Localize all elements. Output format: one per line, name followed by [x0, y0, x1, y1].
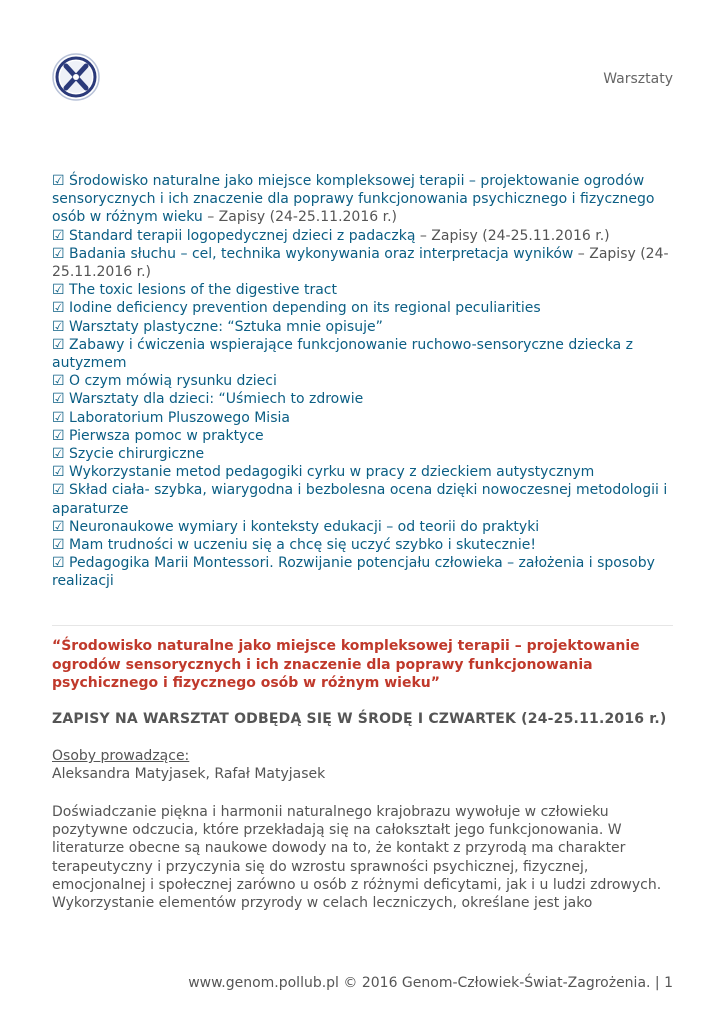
list-item [52, 227, 677, 245]
workshop-link[interactable]: Warsztaty dla dzieci: “Uśmiech to zdrowie [69, 391, 364, 408]
workshop-link[interactable]: Pedagogika Marii Montessori. Rozwijanie potencjału człowieka – założenia i sposoby realizacji [52, 555, 655, 590]
workshop-list [52, 172, 677, 591]
checkbox-icon: ☑ [52, 373, 65, 390]
description-paragraph: Doświadczanie piękna i harmonii naturalnego krajobrazu wywołuje w człowieku pozytywne odczucia, które przekładają się na całokształt jego funkcjonowania. W literaturze obecne są naukowe dowody na to, że kontakt z przyrodą ma charakter terapeutyczny i przyczynia się do wzrostu sprawności psychicznej, fizycznej, emocjonalnej i społecznej zarówno u osób z różnymi deficytami, jak i u ludzi zdrowych. Wykorzystanie elementów przyrody w celach leczniczych, określane jest jako [52, 804, 662, 912]
leaders-label: Osoby prowadzące: [52, 748, 190, 764]
checkbox-icon: ☑ [52, 427, 65, 444]
workshop-link[interactable]: O czym mówią rysunku dzieci [69, 373, 277, 390]
list-item [52, 172, 677, 227]
footer: www.genom.pollub.pl © 2016 Genom-Człowiek-Świat-Zagrożenia. | 1 [188, 975, 673, 991]
list-item [52, 518, 677, 536]
checkbox-icon: ☑ [52, 173, 65, 189]
leaders-names: Aleksandra Matyjasek, Rafał Matyjasek [52, 766, 326, 782]
workshop-link[interactable]: Neuronaukowe wymiary i konteksty edukacji – od teorii do praktyki [69, 518, 540, 535]
checkbox-icon: ☑ [52, 464, 65, 481]
list-item [52, 372, 677, 390]
checkbox-icon: ☑ [52, 282, 65, 299]
checkbox-icon: ☑ [52, 336, 65, 353]
checkbox-icon: ☑ [52, 555, 65, 572]
workshop-link[interactable]: Laboratorium Pluszowego Misia [69, 409, 290, 426]
checkbox-icon: ☑ [52, 318, 65, 335]
workshop-link[interactable]: Mam trudności w uczeniu się a chcę się uczyć szybko i skutecznie! [69, 537, 537, 554]
list-item [52, 336, 677, 372]
list-item [52, 390, 677, 408]
checkbox-icon: ☑ [52, 391, 65, 408]
checkbox-icon: ☑ [52, 518, 65, 535]
list-item [52, 299, 677, 317]
checkbox-icon: ☑ [52, 537, 65, 554]
list-item [52, 427, 677, 445]
list-item [52, 445, 677, 463]
logo [52, 53, 100, 101]
workshop-link[interactable]: Badania słuchu – cel, technika wykonywania oraz interpretacja wyników [69, 245, 574, 262]
section-title: “Środowisko naturalne jako miejsce kompleksowej terapii – projektowanie ogrodów sensorycznych i ich znaczenie dla poprawy funkcjonowania psychicznego i fizycznego osób w różnym wieku” [52, 638, 640, 691]
workshop-link[interactable]: Środowisko naturalne jako miejsce kompleksowej terapii – projektowanie ogrodów sensorycznych i ich znaczenie dla poprawy funkcjonowania psychicznego i fizycznego osób w różnym wieku [52, 173, 655, 226]
divider [52, 625, 673, 626]
list-item [52, 481, 677, 517]
list-item [52, 536, 677, 554]
checkbox-icon: ☑ [52, 446, 65, 463]
checkbox-icon: ☑ [52, 482, 65, 499]
list-item [52, 554, 677, 590]
list-item [52, 281, 677, 299]
workshop-link[interactable]: Pierwsza pomoc w praktyce [69, 427, 264, 444]
checkbox-icon: ☑ [52, 409, 65, 426]
checkbox-icon: ☑ [52, 300, 65, 317]
list-item [52, 245, 677, 281]
workshop-link[interactable]: Zabawy i ćwiczenia wspierające funkcjonowanie ruchowo-sensoryczne dziecka z autyzmem [52, 336, 634, 372]
logo-icon [52, 53, 100, 101]
signup-note: – Zapisy (24-25.11.2016 r.) [52, 245, 669, 281]
workshop-link[interactable]: Skład ciała- szybka, wiarygodna i bezbolesna ocena dzięki nowoczesnej metodologii i aparaturze [52, 482, 668, 517]
workshop-link[interactable]: Standard terapii logopedycznej dzieci z padaczką [69, 227, 416, 244]
workshop-link[interactable]: Iodine deficiency prevention depending on its regional peculiarities [69, 300, 541, 317]
header-title: Warsztaty [603, 71, 673, 87]
workshop-link[interactable]: Szycie chirurgiczne [69, 446, 205, 463]
list-item [52, 318, 677, 336]
section-subtitle: ZAPISY NA WARSZTAT ODBĘDĄ SIĘ W ŚRODĘ I CZWARTEK (24-25.11.2016 r.) [52, 711, 667, 727]
checkbox-icon: ☑ [52, 227, 65, 244]
list-item [52, 409, 677, 427]
list-item [52, 463, 677, 481]
workshop-link[interactable]: The toxic lesions of the digestive tract [69, 282, 337, 299]
workshop-link[interactable]: Warsztaty plastyczne: “Sztuka mnie opisuje” [69, 318, 383, 335]
checkbox-icon: ☑ [52, 245, 65, 262]
signup-note: – Zapisy (24-25.11.2016 r.) [202, 209, 397, 226]
signup-note: – Zapisy (24-25.11.2016 r.) [415, 227, 610, 244]
workshop-link[interactable]: Wykorzystanie metod pedagogiki cyrku w pracy z dzieckiem autystycznym [69, 464, 595, 481]
